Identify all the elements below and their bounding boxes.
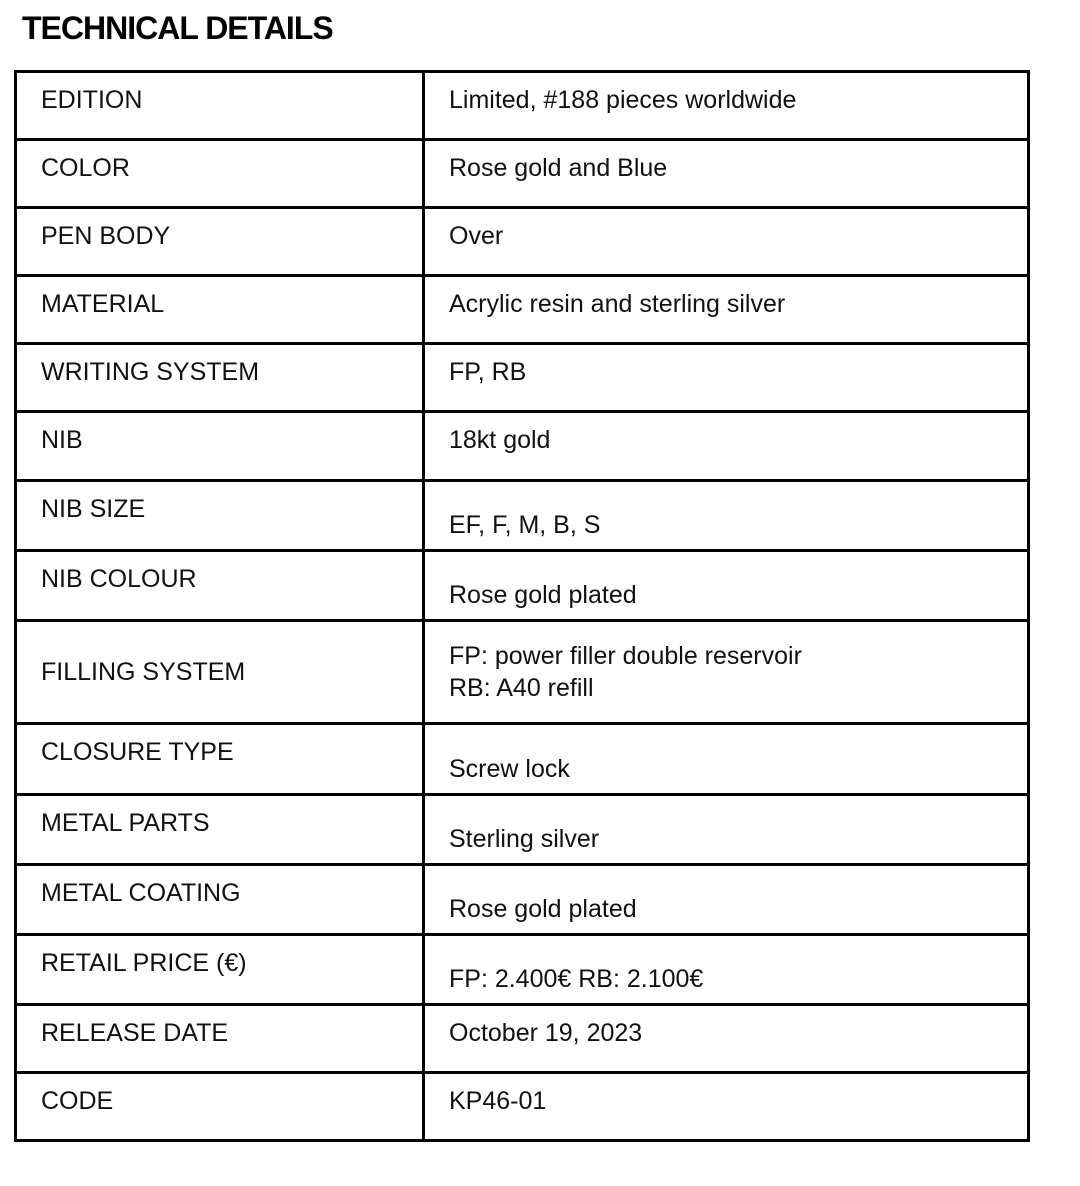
row-label: CLOSURE TYPE — [16, 724, 424, 795]
row-label: RETAIL PRICE (€) — [16, 935, 424, 1005]
row-label: CODE — [16, 1073, 424, 1141]
value-line: RB: A40 refill — [449, 674, 594, 702]
row-label: METAL PARTS — [16, 795, 424, 865]
table-row — [16, 276, 1029, 344]
row-label: WRITING SYSTEM — [16, 344, 424, 412]
table-row — [16, 621, 1029, 724]
table-row — [16, 551, 1029, 621]
table-row — [16, 344, 1029, 412]
row-value: Limited, #188 pieces worldwide — [424, 72, 1029, 140]
row-label: METAL COATING — [16, 865, 424, 935]
row-value: Over — [424, 208, 1029, 276]
table-row — [16, 208, 1029, 276]
table-row — [16, 140, 1029, 208]
row-value: Rose gold and Blue — [424, 140, 1029, 208]
row-value: FP, RB — [424, 344, 1029, 412]
table-row — [16, 795, 1029, 865]
row-value: Rose gold plated — [424, 865, 1029, 935]
row-value: Screw lock — [424, 724, 1029, 795]
row-label: FILLING SYSTEM — [16, 621, 424, 724]
row-value: October 19, 2023 — [424, 1005, 1029, 1073]
row-value: KP46-01 — [424, 1073, 1029, 1141]
value-line: FP: power filler double reservoir — [449, 642, 802, 670]
row-value: Rose gold plated — [424, 551, 1029, 621]
table-row — [16, 935, 1029, 1005]
table-row — [16, 1073, 1029, 1141]
row-value: Sterling silver — [424, 795, 1029, 865]
row-label: EDITION — [16, 72, 424, 140]
row-label: PEN BODY — [16, 208, 424, 276]
row-label: RELEASE DATE — [16, 1005, 424, 1073]
row-value: FP: 2.400€ RB: 2.100€ — [424, 935, 1029, 1005]
row-value: EF, F, M, B, S — [424, 481, 1029, 551]
table-row — [16, 412, 1029, 481]
row-value: 18kt gold — [424, 412, 1029, 481]
table-row — [16, 72, 1029, 140]
table-row — [16, 481, 1029, 551]
row-label: NIB SIZE — [16, 481, 424, 551]
technical-details-table — [14, 70, 1030, 1142]
table-row — [16, 1005, 1029, 1073]
row-value — [424, 621, 1029, 724]
row-label: NIB COLOUR — [16, 551, 424, 621]
row-label: MATERIAL — [16, 276, 424, 344]
row-label: COLOR — [16, 140, 424, 208]
row-label: NIB — [16, 412, 424, 481]
table-row — [16, 724, 1029, 795]
page-title: TECHNICAL DETAILS — [22, 10, 333, 46]
row-value: Acrylic resin and sterling silver — [424, 276, 1029, 344]
table-row — [16, 865, 1029, 935]
